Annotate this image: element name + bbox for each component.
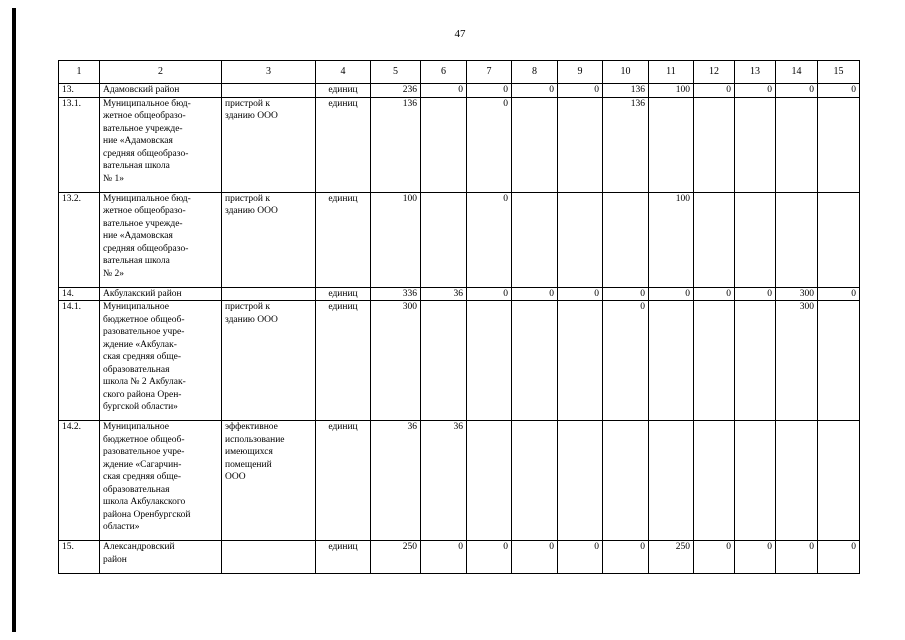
table-cell <box>818 192 860 287</box>
table-cell: эффективное использование имеющихся помещений ООО <box>222 421 316 541</box>
table-cell: 300 <box>371 301 421 421</box>
table-cell: 100 <box>649 192 694 287</box>
table-cell: 0 <box>512 541 558 574</box>
column-header: 12 <box>694 61 735 84</box>
data-table <box>58 60 860 574</box>
table-cell: единиц <box>316 541 371 574</box>
table-cell: 15. <box>59 541 100 574</box>
table-cell: 300 <box>776 301 818 421</box>
table-cell <box>735 421 776 541</box>
table-cell: 0 <box>421 541 467 574</box>
column-header: 14 <box>776 61 818 84</box>
binding-bar <box>12 8 16 632</box>
table-cell: пристрой к зданию ООО <box>222 97 316 192</box>
table-cell <box>603 192 649 287</box>
table-cell <box>694 192 735 287</box>
table-cell: 300 <box>776 287 818 301</box>
table-cell: 250 <box>649 541 694 574</box>
table-cell: 0 <box>558 541 603 574</box>
table-cell: единиц <box>316 301 371 421</box>
table-cell: 0 <box>421 84 467 98</box>
table-cell: пристрой к зданию ООО <box>222 192 316 287</box>
table-cell: 36 <box>371 421 421 541</box>
table-cell: 0 <box>818 541 860 574</box>
table-cell <box>649 421 694 541</box>
table-cell <box>558 301 603 421</box>
table-cell <box>776 192 818 287</box>
table-cell: 14.2. <box>59 421 100 541</box>
table-row <box>59 97 860 192</box>
table-cell: 0 <box>818 84 860 98</box>
column-header: 3 <box>222 61 316 84</box>
table-cell: 100 <box>371 192 421 287</box>
table-cell: 0 <box>467 192 512 287</box>
table-row <box>59 192 860 287</box>
table-cell: единиц <box>316 421 371 541</box>
table-cell: 0 <box>603 301 649 421</box>
table-cell <box>512 97 558 192</box>
table-cell <box>818 97 860 192</box>
table-cell <box>512 301 558 421</box>
column-header: 15 <box>818 61 860 84</box>
table-cell: 136 <box>603 84 649 98</box>
table-cell: 0 <box>512 84 558 98</box>
table-cell: 0 <box>735 541 776 574</box>
table-cell: 136 <box>603 97 649 192</box>
table-cell <box>735 97 776 192</box>
table-cell: Муниципальное бюджетное общеоб- разовательное учре- ждение «Сагарчин- ская средняя обще- образовательная школа Акбулакского района Оренбургской области» <box>100 421 222 541</box>
table-cell <box>649 301 694 421</box>
column-header: 11 <box>649 61 694 84</box>
table-row <box>59 301 860 421</box>
page-number: 47 <box>454 28 466 40</box>
table-cell <box>512 192 558 287</box>
table-cell: пристрой к зданию ООО <box>222 301 316 421</box>
table-cell: 0 <box>603 541 649 574</box>
table-cell: 0 <box>467 541 512 574</box>
table-cell: единиц <box>316 84 371 98</box>
table-cell: 0 <box>649 287 694 301</box>
table-cell: 100 <box>649 84 694 98</box>
table-cell <box>649 97 694 192</box>
table-cell <box>558 97 603 192</box>
table-cell: 13.1. <box>59 97 100 192</box>
table-cell <box>421 192 467 287</box>
table-row <box>59 541 860 574</box>
table-cell <box>467 421 512 541</box>
table-cell: Акбулакский район <box>100 287 222 301</box>
table-cell: 0 <box>818 287 860 301</box>
table-cell <box>222 541 316 574</box>
table-cell: 13. <box>59 84 100 98</box>
table-cell: 36 <box>421 287 467 301</box>
table-cell: 136 <box>371 97 421 192</box>
table-cell <box>735 192 776 287</box>
column-header: 2 <box>100 61 222 84</box>
table-cell: Александровский район <box>100 541 222 574</box>
table-cell <box>512 421 558 541</box>
table-cell: 0 <box>603 287 649 301</box>
table-cell <box>735 301 776 421</box>
table-cell <box>776 421 818 541</box>
table-cell: 0 <box>776 84 818 98</box>
column-header: 5 <box>371 61 421 84</box>
table-cell <box>222 287 316 301</box>
table-cell: 0 <box>512 287 558 301</box>
column-header: 9 <box>558 61 603 84</box>
table-cell: 14.1. <box>59 301 100 421</box>
column-header: 6 <box>421 61 467 84</box>
table-cell: Адамовский район <box>100 84 222 98</box>
table-cell <box>222 84 316 98</box>
table-cell: 0 <box>467 84 512 98</box>
table-row <box>59 84 860 98</box>
table-cell: Муниципальное бюд- жетное общеобразо- вательное учрежде- ние «Адамовская средняя общеобразо- вательная школа № 2» <box>100 192 222 287</box>
column-header: 8 <box>512 61 558 84</box>
table-cell: Муниципальное бюд- жетное общеобразо- вательное учрежде- ние «Адамовская средняя общеобразо- вательная школа № 1» <box>100 97 222 192</box>
table-cell <box>558 421 603 541</box>
table-row <box>59 421 860 541</box>
column-header: 13 <box>735 61 776 84</box>
table-row <box>59 287 860 301</box>
table-cell <box>421 301 467 421</box>
table-cell: 0 <box>776 541 818 574</box>
table-cell: 36 <box>421 421 467 541</box>
column-header: 10 <box>603 61 649 84</box>
table-cell: 0 <box>467 287 512 301</box>
column-header: 4 <box>316 61 371 84</box>
table-cell: 0 <box>694 84 735 98</box>
table-cell: 250 <box>371 541 421 574</box>
table-cell: 13.2. <box>59 192 100 287</box>
table-cell <box>421 97 467 192</box>
header-row <box>59 61 860 84</box>
table-cell: 0 <box>735 84 776 98</box>
table-cell: 0 <box>694 541 735 574</box>
table-cell: единиц <box>316 192 371 287</box>
table-cell: 0 <box>558 287 603 301</box>
table-cell <box>558 192 603 287</box>
table-cell <box>694 97 735 192</box>
table-cell: единиц <box>316 287 371 301</box>
table-cell <box>818 301 860 421</box>
table-cell: единиц <box>316 97 371 192</box>
column-header: 7 <box>467 61 512 84</box>
table-cell <box>776 97 818 192</box>
table-cell: Муниципальное бюджетное общеоб- разовательное учре- ждение «Акбулак- ская средняя обще- образовательная школа № 2 Акбулак- ского района Орен- бургской области» <box>100 301 222 421</box>
table-cell <box>694 301 735 421</box>
column-header: 1 <box>59 61 100 84</box>
table-cell: 336 <box>371 287 421 301</box>
table-cell <box>694 421 735 541</box>
table-cell: 14. <box>59 287 100 301</box>
table-cell: 0 <box>467 97 512 192</box>
table-cell: 0 <box>735 287 776 301</box>
table-cell <box>603 421 649 541</box>
table-cell <box>818 421 860 541</box>
table-cell: 0 <box>558 84 603 98</box>
table-cell: 0 <box>694 287 735 301</box>
table-cell <box>467 301 512 421</box>
table-cell: 236 <box>371 84 421 98</box>
